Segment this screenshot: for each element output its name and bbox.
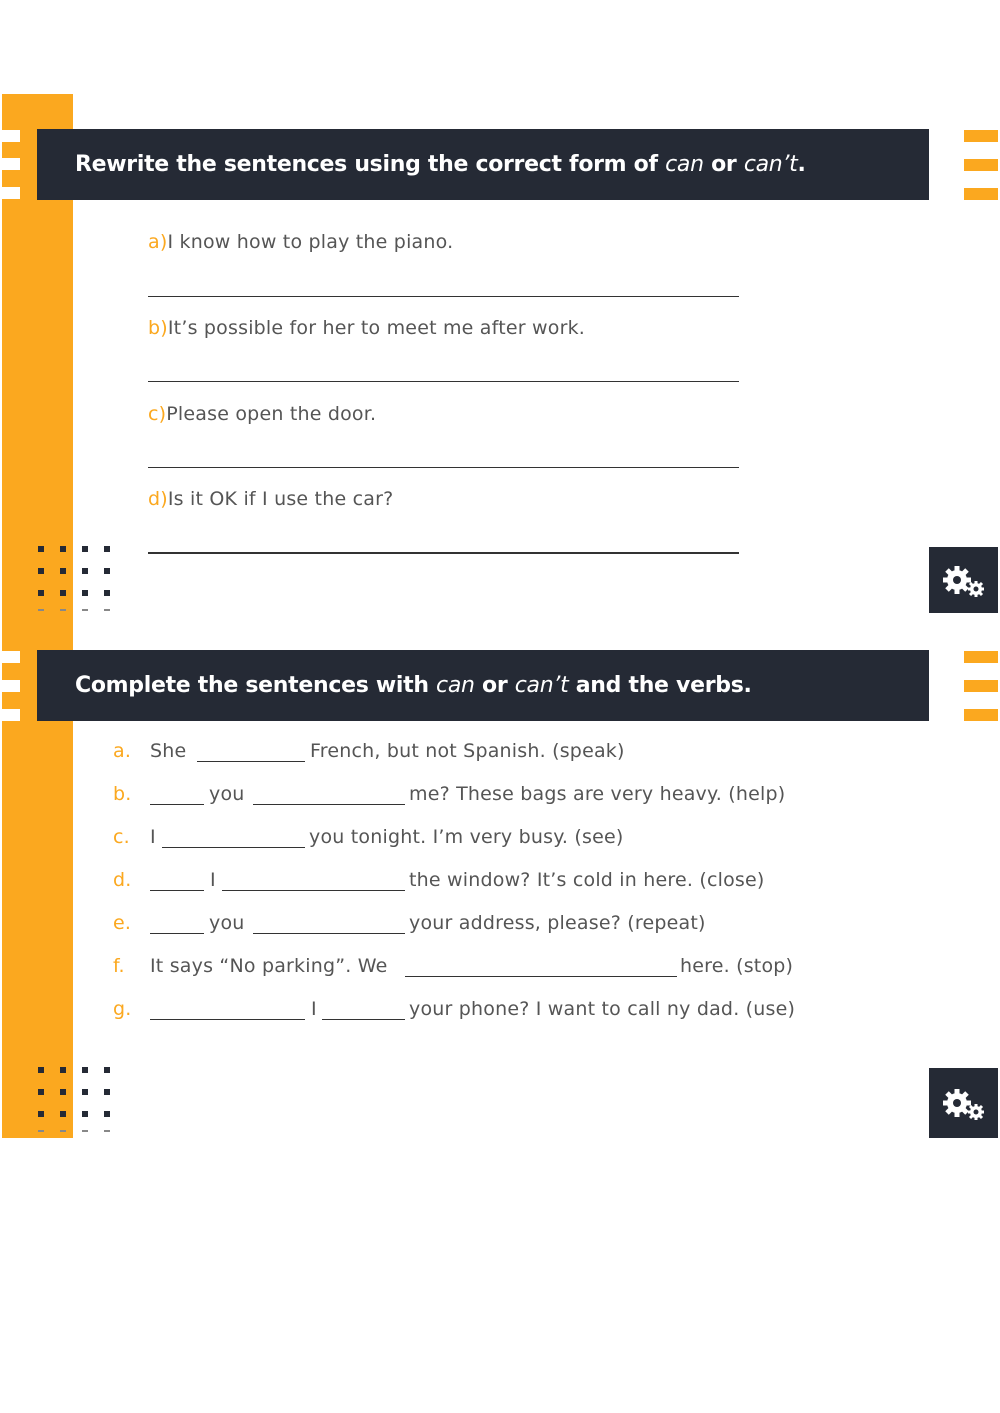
right-accent-stripe [964,709,998,721]
title-can: can [665,152,704,177]
notch [2,680,20,692]
right-accent-stripe [964,159,998,171]
dot [60,1089,66,1095]
item-text: the window? It’s cold in here. (close) [409,869,765,891]
gears-icon [929,547,998,613]
item-label: a) [148,231,168,253]
title-can: can [436,673,475,698]
dot [82,590,88,596]
dash [60,1130,66,1132]
blank-field[interactable] [322,1019,405,1020]
answer-line-c[interactable] [148,467,739,468]
item-text: I [210,869,216,891]
notch [2,709,20,721]
dot [60,590,66,596]
item-label: d. [113,869,132,891]
dot [60,568,66,574]
dot [104,568,110,574]
question-b [148,316,585,340]
dot [38,590,44,596]
dot [38,1111,44,1117]
title-text: and the verbs. [568,673,752,698]
item-text: me? These bags are very heavy. (help) [409,783,786,805]
item-text: Please open the door. [166,403,377,425]
question-d [148,487,393,511]
item-text: here. (stop) [680,955,794,977]
dot [82,568,88,574]
item-text: Is it OK if I use the car? [167,488,394,510]
dash [60,609,66,611]
blank-field[interactable] [150,890,204,891]
title-text: or [474,673,515,698]
dash [82,1130,88,1132]
dot [60,1111,66,1117]
title-text: or [703,152,744,177]
dash [38,1130,44,1132]
item-label: e. [113,912,132,934]
dot [38,1089,44,1095]
dot [38,568,44,574]
item-text: It’s possible for her to meet me after work. [167,317,586,339]
blank-field[interactable] [150,1019,305,1020]
dash [38,609,44,611]
item-text: It says “No parking”. We [150,955,388,977]
dot [60,1067,66,1073]
right-accent-stripe [964,651,998,663]
blank-field[interactable] [253,933,405,934]
gears-icon [929,1068,998,1138]
item-label: a. [113,740,132,762]
question-a [148,230,453,254]
dash [104,609,110,611]
dot [82,1089,88,1095]
section1-title [37,129,929,200]
dot [104,590,110,596]
item-label: f. [113,955,125,977]
blank-field[interactable] [197,761,305,762]
blank-field[interactable] [150,804,204,805]
notch [2,158,20,170]
item-label: c. [113,826,130,848]
item-text: I [311,998,317,1020]
dot [60,546,66,552]
dot [82,546,88,552]
item-text: you tonight. I’m very busy. (see) [309,826,624,848]
blank-field[interactable] [162,847,305,848]
right-accent-stripe [964,680,998,692]
dot [38,546,44,552]
dot [82,1111,88,1117]
blank-field[interactable] [150,933,204,934]
item-label: c) [148,403,167,425]
item-text: your address, please? (repeat) [409,912,706,934]
title-cant: can’t [514,673,569,698]
dot [104,1111,110,1117]
item-text: I [150,826,156,848]
question-c [148,402,376,426]
dot [104,546,110,552]
answer-line-a[interactable] [148,296,739,297]
answer-line-d[interactable] [148,552,739,554]
title-text: Complete the sentences with [75,673,437,698]
item-text: I know how to play the piano. [167,231,454,253]
answer-line-b[interactable] [148,381,739,382]
dash [82,609,88,611]
item-text: French, but not Spanish. (speak) [310,740,625,762]
item-label: g. [113,998,132,1020]
title-cant: can’t [743,152,798,177]
item-text: your phone? I want to call ny dad. (use) [409,998,796,1020]
title-text: Rewrite the sentences using the correct form of [75,152,666,177]
right-accent-stripe [964,188,998,200]
item-label: b. [113,783,132,805]
dot [82,1067,88,1073]
dot [104,1067,110,1073]
notch [2,130,20,142]
dot [38,1067,44,1073]
notch [2,187,20,199]
blank-field[interactable] [253,804,405,805]
blank-field[interactable] [405,976,677,977]
item-label: b) [148,317,168,339]
section2-title [37,650,929,721]
title-text: . [797,152,806,177]
item-label: d) [148,488,168,510]
notch [2,651,20,663]
dash [104,1130,110,1132]
right-accent-stripe [964,130,998,142]
item-text: you [209,783,245,805]
item-text: you [209,912,245,934]
left-accent-bar [2,94,73,1138]
dot [104,1089,110,1095]
item-text: She [150,740,187,762]
blank-field[interactable] [222,890,405,891]
